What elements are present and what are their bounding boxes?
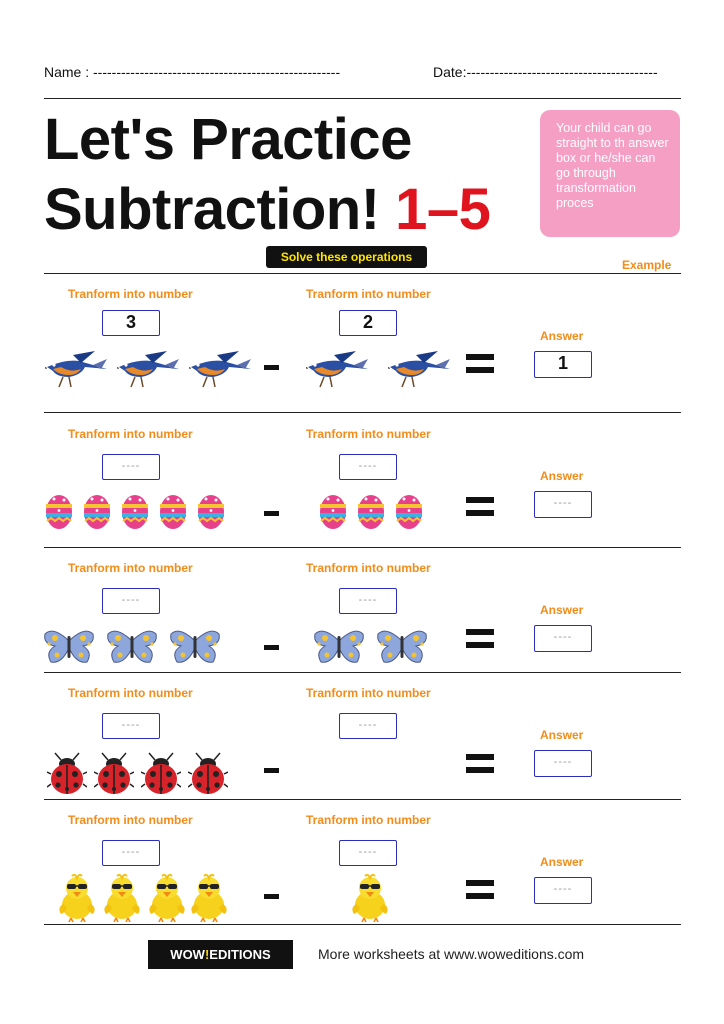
ladybug-icon <box>94 752 134 801</box>
bird-icon <box>189 345 253 394</box>
right-number-box[interactable]: ---- <box>339 713 397 739</box>
butterfly-icon <box>106 628 158 671</box>
equals-sign <box>466 629 494 648</box>
answer-box[interactable]: ---- <box>534 491 592 518</box>
chick-icon <box>147 874 187 927</box>
butterfly-icon <box>43 628 95 671</box>
transform-label-right: Tranform into number <box>306 427 431 441</box>
chick-icon <box>57 874 97 927</box>
name-field[interactable]: Name : ----------------------------------------------------- <box>44 64 341 80</box>
parent-note: Your child can go straight to th answer box or he/she can go through transformation proces <box>540 110 680 237</box>
left-number-box[interactable]: ---- <box>102 713 160 739</box>
right-number-box[interactable]: ---- <box>339 840 397 866</box>
bird-icon <box>388 345 452 394</box>
answer-box[interactable]: ---- <box>534 750 592 777</box>
row-divider <box>44 672 681 673</box>
title-divider <box>44 273 681 274</box>
equals-sign <box>466 880 494 899</box>
answer-box[interactable]: 1 <box>534 351 592 378</box>
page-title-range: 1–5 <box>395 177 491 242</box>
left-number-box[interactable]: 3 <box>102 310 160 336</box>
example-label: Example <box>622 258 672 272</box>
transform-label-left: Tranform into number <box>68 561 193 575</box>
date-field[interactable]: Date:----------------------------------------- <box>433 64 658 80</box>
bird-icon <box>117 345 181 394</box>
butterfly-icon <box>169 628 221 671</box>
bird-icon <box>306 345 370 394</box>
easter-egg-icon <box>394 493 424 536</box>
answer-label: Answer <box>540 329 584 343</box>
minus-sign <box>264 365 279 370</box>
chick-icon <box>189 874 229 927</box>
right-number-box[interactable]: ---- <box>339 454 397 480</box>
row-divider <box>44 547 681 548</box>
page-title-line1: Let's Practice <box>44 107 412 172</box>
footer-link-text[interactable]: More worksheets at www.woweditions.com <box>318 946 585 962</box>
transform-label-left: Tranform into number <box>68 813 193 827</box>
transform-label-right: Tranform into number <box>306 561 431 575</box>
equals-sign <box>466 754 494 773</box>
header-divider <box>44 98 681 99</box>
page-title-subtraction: Subtraction! <box>44 177 380 242</box>
transform-label-left: Tranform into number <box>68 287 193 301</box>
transform-label-right: Tranform into number <box>306 686 431 700</box>
footer-divider <box>44 924 681 925</box>
chick-icon <box>350 874 390 927</box>
minus-sign <box>264 511 279 516</box>
easter-egg-icon <box>356 493 386 536</box>
answer-label: Answer <box>540 728 584 742</box>
right-number-box[interactable]: 2 <box>339 310 397 336</box>
ladybug-icon <box>141 752 181 801</box>
butterfly-icon <box>376 628 428 671</box>
easter-egg-icon <box>82 493 112 536</box>
answer-box[interactable]: ---- <box>534 625 592 652</box>
answer-label: Answer <box>540 855 584 869</box>
easter-egg-icon <box>120 493 150 536</box>
butterfly-icon <box>313 628 365 671</box>
answer-box[interactable]: ---- <box>534 877 592 904</box>
ladybug-icon <box>47 752 87 801</box>
answer-label: Answer <box>540 603 584 617</box>
ladybug-icon <box>188 752 228 801</box>
left-number-box[interactable]: ---- <box>102 840 160 866</box>
row-divider <box>44 799 681 800</box>
right-number-box[interactable]: ---- <box>339 588 397 614</box>
left-number-box[interactable]: ---- <box>102 454 160 480</box>
row-divider <box>44 412 681 413</box>
answer-label: Answer <box>540 469 584 483</box>
left-number-box[interactable]: ---- <box>102 588 160 614</box>
minus-sign <box>264 645 279 650</box>
solve-banner: Solve these operations <box>266 246 427 268</box>
minus-sign <box>264 768 279 773</box>
transform-label-left: Tranform into number <box>68 686 193 700</box>
transform-label-right: Tranform into number <box>306 287 431 301</box>
easter-egg-icon <box>318 493 348 536</box>
easter-egg-icon <box>196 493 226 536</box>
equals-sign <box>466 497 494 516</box>
easter-egg-icon <box>158 493 188 536</box>
transform-label-left: Tranform into number <box>68 427 193 441</box>
minus-sign <box>264 894 279 899</box>
transform-label-right: Tranform into number <box>306 813 431 827</box>
page-title-line2 <box>44 178 490 242</box>
chick-icon <box>102 874 142 927</box>
bird-icon <box>45 345 109 394</box>
brand-logo: WOW!EDITIONS <box>148 940 293 969</box>
equals-sign <box>466 354 494 373</box>
easter-egg-icon <box>44 493 74 536</box>
